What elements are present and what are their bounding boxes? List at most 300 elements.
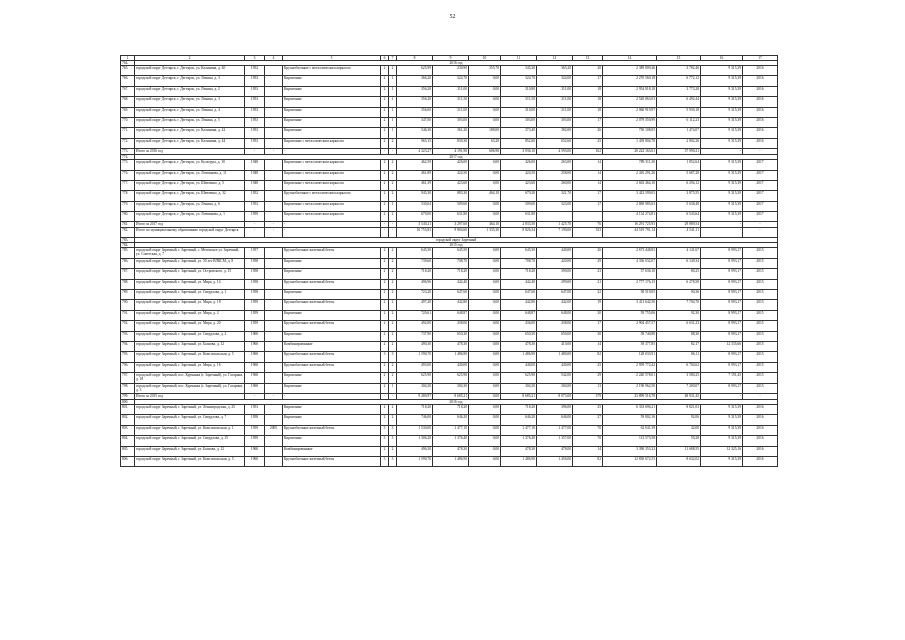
table-cell: 9 315,39	[701, 201, 743, 211]
table-cell: 9 315,39	[701, 456, 743, 466]
table-cell: 497,20	[397, 300, 433, 310]
table-cell: 2016	[743, 436, 778, 446]
table-cell: 646,20	[501, 415, 537, 425]
table-cell: 333	[573, 228, 603, 238]
table-cell: 2016	[743, 66, 778, 76]
table-cell: 1960	[245, 383, 265, 393]
table-cell: 29 889,54	[657, 222, 701, 228]
table-cell	[265, 138, 283, 148]
table-cell: 0,00	[469, 258, 501, 268]
address-cell: Итого по муниципальному образованию городской округ Дегтярск	[135, 228, 245, 238]
table-cell: 2	[381, 415, 389, 425]
table-cell: 1 439 804,78	[603, 138, 657, 148]
table-cell: Кирпичные	[283, 76, 381, 86]
column-number-cell: 11	[501, 56, 537, 61]
table-cell: 86,11	[657, 352, 701, 362]
table-cell: 799.	[121, 393, 135, 399]
table-cell: -	[381, 393, 389, 399]
table-cell: 2	[389, 138, 397, 148]
table-cell: 92,06	[657, 415, 701, 425]
address-cell: городской округ Заречный, г. Заречный, ул. Островского, д. 15	[135, 269, 245, 279]
table-cell: 0,00	[469, 393, 501, 399]
table-cell: 6 294,12	[657, 180, 701, 190]
table-cell: -	[283, 228, 381, 238]
table-cell: 25	[573, 362, 603, 372]
table-cell: 2	[389, 66, 397, 76]
table-cell: 647,60	[433, 290, 469, 300]
table-cell: 1953	[245, 107, 265, 117]
table-cell: 1 474,07	[657, 128, 701, 138]
table-cell: 2016	[743, 128, 778, 138]
table-cell: 8 073,00	[537, 393, 573, 399]
table-cell	[265, 331, 283, 341]
table-cell: 1 376,40	[501, 436, 537, 446]
table-cell: 4 141,67	[657, 248, 701, 258]
table-cell: 2	[389, 404, 397, 414]
table-cell: 9 315,39	[701, 128, 743, 138]
table-cell: 390,00	[537, 269, 573, 279]
table-cell: 2005	[265, 425, 283, 435]
table-cell: 44 519 791,14	[603, 228, 657, 238]
address-cell: Итого за 2017 год	[135, 222, 245, 228]
table-cell: 679,20	[501, 191, 537, 201]
table-cell: -	[265, 228, 283, 238]
table-cell: 6 543,64	[657, 212, 701, 222]
table-cell: 645,50	[501, 248, 537, 258]
table-cell: 18	[573, 97, 603, 107]
table-cell: 9 315,39	[701, 436, 743, 446]
address-cell: городской округ Дегтярск, г. Дегтярск, ул. Калинина, д. 42	[135, 128, 245, 138]
page-number: 52	[449, 14, 456, 20]
table-cell	[265, 310, 283, 320]
table-cell: 509,60	[501, 201, 537, 211]
row-number-cell: 783.	[121, 238, 135, 243]
address-cell: городской округ Дегтярск, г. Дегтярск, ул. Калинина, д. 44	[135, 138, 245, 148]
table-cell: 0,00	[469, 180, 501, 190]
table-cell: 2	[381, 107, 389, 117]
table-cell: 720,61	[397, 310, 433, 320]
table-cell: 2016	[743, 138, 778, 148]
table-cell: 852,60	[501, 138, 537, 148]
table-cell: 2016	[743, 76, 778, 86]
table-cell: 2 959 772,42	[603, 362, 657, 372]
table-cell: 779.	[121, 201, 135, 211]
table-cell: Кирпичные	[283, 436, 381, 446]
table-cell	[265, 248, 283, 258]
table-cell: 3 773,28	[657, 86, 701, 96]
table-cell	[265, 404, 283, 414]
address-cell: городской округ Заречный, г. Заречный, ул. Мира, д. 20	[135, 321, 245, 331]
table-cell: Крупноблочные железный бетон	[283, 456, 381, 466]
table-cell: 0,00	[469, 97, 501, 107]
table-cell: Кирпичные	[283, 107, 381, 117]
address-cell: городской округ Заречный, г. Заречный, ул. Свердлова, д. 15	[135, 436, 245, 446]
table-cell: 379	[573, 393, 603, 399]
table-row	[121, 180, 778, 190]
year-heading: 2016 год	[135, 399, 778, 404]
year-heading: 2017 год	[135, 155, 778, 160]
table-cell	[265, 269, 283, 279]
table-cell: 420,00	[537, 258, 573, 268]
table-cell	[265, 76, 283, 86]
table-cell: 310,00	[501, 107, 537, 117]
table-cell: 2015	[743, 248, 778, 258]
table-cell: 14	[573, 170, 603, 180]
table-cell: 1960	[245, 362, 265, 372]
table-cell: 461,39	[397, 180, 433, 190]
table-cell: -	[283, 222, 381, 228]
table-cell: Кирпичные	[283, 310, 381, 320]
table-cell: 2	[381, 160, 389, 170]
table-cell: 0,00	[469, 321, 501, 331]
table-cell: 805.	[121, 446, 135, 456]
table-cell: 82	[573, 456, 603, 466]
table-cell: Крупноблочные железный бетон	[283, 425, 381, 435]
table-cell: 2	[381, 86, 389, 96]
table-cell: 2 270 560,18	[603, 76, 657, 86]
table-cell: 323,00	[537, 201, 573, 211]
table-cell: 6 333 696,21	[603, 404, 657, 414]
table-cell: 2	[389, 160, 397, 170]
table-cell: 48 931,45	[657, 393, 701, 399]
table-cell: Кирпичные с металлическим каркасом	[283, 170, 381, 180]
table-cell: 769.	[121, 107, 135, 117]
table-cell: -	[389, 393, 397, 399]
table-cell: 2	[381, 269, 389, 279]
table-cell: 746,00	[397, 415, 433, 425]
table-cell: 4 191,90	[433, 149, 469, 155]
table-cell: 436,00	[501, 321, 537, 331]
table-cell: 17	[573, 321, 603, 331]
address-cell: городской округ Заречный, г. Заречный, ул. Балкова, д. 12	[135, 341, 245, 351]
table-cell: 8 993,17	[701, 362, 743, 372]
table-cell: -	[245, 228, 265, 238]
table-cell: 2	[389, 290, 397, 300]
table-cell: 2	[381, 191, 389, 201]
table-cell: Комбинированные	[283, 446, 381, 456]
table-row	[121, 86, 778, 96]
table-cell: 2	[389, 248, 397, 258]
table-cell: -	[389, 222, 397, 228]
table-cell: 311,00	[537, 86, 573, 96]
table-cell: Крупноблочные с металлическим каркасом	[283, 191, 381, 201]
table-cell: 0,00	[469, 117, 501, 127]
table-cell: 0,00	[469, 352, 501, 362]
table-cell: 8 632,02	[657, 456, 701, 466]
table-cell: 2017	[743, 180, 778, 190]
table-row	[121, 290, 778, 300]
table-cell: 8 993,17	[701, 331, 743, 341]
table-cell	[265, 300, 283, 310]
table-cell: 794.	[121, 341, 135, 351]
table-cell: 410,00	[537, 341, 573, 351]
table-cell: 2015	[743, 341, 778, 351]
table-cell: 23 899 516,78	[603, 393, 657, 399]
table-row	[121, 436, 778, 446]
table-cell: 1960	[245, 373, 265, 383]
table-cell: 304,30	[397, 383, 433, 393]
address-cell: городской округ Дегтярск, г. Дегтярск, ул. Шевченко, д. 5	[135, 180, 245, 190]
table-cell: 311,00	[433, 86, 469, 96]
table-cell: 2015	[743, 352, 778, 362]
table-cell: 7 200,07	[657, 383, 701, 393]
table-cell: 1 335,30	[469, 228, 501, 238]
table-cell: 8 685,21	[433, 393, 469, 399]
table-cell: 648,87	[501, 310, 537, 320]
address-cell: городской округ Заречный, г. Заречный, ул. Комсомольская, д. 1	[135, 425, 245, 435]
table-cell: 345,20	[501, 66, 537, 76]
table-cell: 14	[573, 341, 603, 351]
table-cell: 1 477,00	[537, 425, 573, 435]
table-cell: 324,70	[501, 76, 537, 86]
table-cell: 2	[381, 310, 389, 320]
table-cell: 16 291 725,93	[603, 222, 657, 228]
table-cell: 6 772,12	[657, 76, 701, 86]
table-cell: Кирпичные с металлическим каркасом	[283, 180, 381, 190]
table-cell	[265, 436, 283, 446]
table-cell: 2 777 176,15	[603, 279, 657, 289]
table-cell: 347,00	[397, 117, 433, 127]
table-cell: 461,89	[397, 170, 433, 180]
table-cell: 1 486,90	[433, 352, 469, 362]
table-cell: 771.	[121, 128, 135, 138]
table-cell: 1948	[245, 180, 265, 190]
table-cell: 718,20	[433, 269, 469, 279]
table-cell: -	[265, 222, 283, 228]
table-cell: Комбинированные	[283, 341, 381, 351]
table-cell: 2016	[743, 446, 778, 456]
table-cell: 2	[389, 446, 397, 456]
table-cell: 9 315,39	[701, 107, 743, 117]
table-cell	[265, 456, 283, 466]
table-cell: 440,00	[537, 248, 573, 258]
table-cell: -	[245, 393, 265, 399]
table-cell: 2015	[743, 300, 778, 310]
table-row	[121, 138, 778, 148]
table-cell: 648,00	[537, 310, 573, 320]
table-cell	[265, 117, 283, 127]
table-cell: 188,00	[469, 128, 501, 138]
table-cell: 2016	[743, 107, 778, 117]
table-cell: 2	[381, 212, 389, 222]
table-cell: 652,60	[537, 138, 573, 148]
table-cell: 1959	[245, 310, 265, 320]
table-cell: 80,25	[657, 269, 701, 279]
table-cell: 2 869 985,63	[603, 201, 657, 211]
table-cell: 1	[389, 117, 397, 127]
table-cell: 1	[389, 86, 397, 96]
table-cell: 8 993,17	[701, 310, 743, 320]
address-cell: городской округ Дегтярск, г. Дегтярск, ул. Литвинова, д. 1	[135, 212, 245, 222]
table-cell: 2015	[743, 269, 778, 279]
table-cell: 22	[573, 290, 603, 300]
table-cell: 4 134 274,81	[603, 212, 657, 222]
table-row	[121, 191, 778, 201]
table-cell: 1960	[245, 331, 265, 341]
table-cell: 789 311,30	[603, 160, 657, 170]
table-cell: 3	[381, 456, 389, 466]
table-cell	[265, 128, 283, 138]
table-row	[121, 117, 778, 127]
table-cell: 0,00	[469, 300, 501, 310]
column-number-cell: 7	[389, 56, 397, 61]
table-cell	[265, 362, 283, 372]
table-cell: 59 755,06	[603, 310, 657, 320]
column-number-cell: 5	[283, 56, 381, 61]
table-cell: 2	[389, 191, 397, 201]
table-cell: 12 335,66	[701, 341, 743, 351]
table-cell: 8 826,34	[501, 228, 537, 238]
table-cell: 2	[381, 76, 389, 86]
table-cell: 798.	[121, 383, 135, 393]
row-number-cell: 800.	[121, 399, 135, 404]
table-cell: 9 315,39	[701, 117, 743, 127]
table-cell: Крупноблочные железный бетон	[283, 300, 381, 310]
table-cell: 3 423 599,03	[603, 191, 657, 201]
table-cell: 802.	[121, 415, 135, 425]
table-cell: 3 580,25	[657, 373, 701, 383]
table-cell: 6 149,34	[657, 258, 701, 268]
row-number-cell: 774.	[121, 155, 135, 160]
table-cell: 9 315,39	[701, 212, 743, 222]
year-heading: 2015 год	[135, 243, 778, 248]
table-cell: 2	[389, 212, 397, 222]
column-number-cell: 10	[469, 56, 501, 61]
table-cell: 58 519,05	[603, 290, 657, 300]
column-number-cell: 9	[433, 56, 469, 61]
address-cell: городской округ Заречный, г. Заречный, ул. Свердлова, д. 1	[135, 290, 245, 300]
table-row	[121, 248, 778, 258]
table-cell: Кирпичные	[283, 415, 381, 425]
table-cell: 13	[573, 383, 603, 393]
table-cell: 8 821,03	[657, 404, 701, 414]
table-cell: 718,20	[433, 404, 469, 414]
table-cell	[265, 86, 283, 96]
table-cell: 1953	[245, 128, 265, 138]
table-row	[121, 456, 778, 466]
table-cell	[265, 180, 283, 190]
table-cell: 478,00	[537, 446, 573, 456]
table-cell: 2	[389, 310, 397, 320]
table-cell: 647,60	[501, 290, 537, 300]
table-cell: 2	[381, 138, 389, 148]
address-cell: городской округ Дегтярск, г. Дегтярск, ул. Шевченко, д. 32	[135, 191, 245, 201]
table-cell: 785.	[121, 248, 135, 258]
table-cell: 0,00	[469, 404, 501, 414]
table-cell: 1959	[245, 300, 265, 310]
table-cell: 20	[573, 310, 603, 320]
table-cell: 792.	[121, 321, 135, 331]
table-cell: 796.	[121, 362, 135, 372]
table-cell: 7 704,70	[657, 300, 701, 310]
table-cell: 63,20	[469, 138, 501, 148]
table-cell: 90,36	[657, 290, 701, 300]
table-cell: 9 315,39	[701, 404, 743, 414]
table-cell: 1 477,10	[433, 425, 469, 435]
table-cell: 2017	[743, 201, 778, 211]
table-cell: 365,20	[537, 66, 573, 76]
table-cell: 442,00	[537, 300, 573, 310]
table-cell: -	[265, 393, 283, 399]
table-cell: 2 079 350,99	[603, 117, 657, 127]
table-cell: 11 688,55	[657, 446, 701, 456]
table-cell: Кирпичные с металлическим каркасом	[283, 201, 381, 211]
table-cell: 2015	[743, 258, 778, 268]
column-number-cell: 16	[701, 56, 743, 61]
table-cell: 1	[389, 97, 397, 107]
table-cell: 8 993,17	[701, 248, 743, 258]
table-cell: 1959	[245, 321, 265, 331]
table-cell: 356,20	[397, 97, 433, 107]
table-row	[121, 310, 778, 320]
table-cell: 9 315,39	[701, 425, 743, 435]
table-cell: -	[743, 228, 778, 238]
table-row	[121, 258, 778, 268]
table-cell: 9 315,39	[701, 138, 743, 148]
table-cell: 25	[573, 138, 603, 148]
table-cell: 2 954 018,18	[603, 86, 657, 96]
table-row	[121, 446, 778, 456]
table-cell: 1 425,70	[537, 222, 573, 228]
table-cell: 718,20	[501, 404, 537, 414]
table-cell: 645,50	[433, 248, 469, 258]
table-cell: 462,59	[397, 160, 433, 170]
table-cell: 945,30	[397, 191, 433, 201]
table-cell: 4 541,11	[657, 228, 701, 238]
table-cell: 645,30	[397, 248, 433, 258]
table-cell	[265, 212, 283, 222]
table-cell: 2017	[743, 191, 778, 201]
table-cell: 606,90	[469, 149, 501, 155]
table-cell: 0,00	[469, 341, 501, 351]
table-cell: 2016	[743, 97, 778, 107]
table-cell: 2	[381, 290, 389, 300]
table-cell: 1 590,70	[397, 456, 433, 466]
table-cell: 1958	[245, 258, 265, 268]
table-cell: 631,80	[501, 212, 537, 222]
table-cell: 2	[381, 180, 389, 190]
table-cell: 1	[389, 107, 397, 117]
table-cell: 1 530,00	[397, 425, 433, 435]
table-cell: 258,00	[537, 170, 573, 180]
table-cell: 2	[389, 180, 397, 190]
table-cell: 1959	[245, 212, 265, 222]
table-cell: Кирпичные	[283, 117, 381, 127]
table-cell	[265, 341, 283, 351]
table-cell: 5 638,48	[657, 201, 701, 211]
table-cell: 1 357,00	[537, 436, 573, 446]
table-cell: 440,00	[537, 362, 573, 372]
address-cell: городской округ Заречный, г. Заречный, ул. Мира, д. 14	[135, 279, 245, 289]
table-cell: 18	[573, 107, 603, 117]
table-cell: 2	[389, 279, 397, 289]
table-cell: 3 297,60	[433, 222, 469, 228]
address-cell: городской округ Заречный, г. Заречный, ул. Балкова, д. 12	[135, 446, 245, 456]
table-cell: Кирпичные	[283, 331, 381, 341]
table-row	[121, 269, 778, 279]
table-cell: 438,00	[537, 321, 573, 331]
table-cell: 57 636,10	[603, 269, 657, 279]
address-cell: городской округ Дегтярск, г. Дегтярск, ул. Культуры, д. 10	[135, 160, 245, 170]
table-cell: 3	[389, 425, 397, 435]
column-number-cell: 1	[121, 56, 135, 61]
table-cell: 324,70	[433, 76, 469, 86]
table-cell: 631,80	[433, 212, 469, 222]
table-cell: 496,30	[397, 446, 433, 456]
table-cell: Крупноблочные железный бетон	[283, 352, 381, 362]
column-number-cell: 15	[657, 56, 701, 61]
table-cell: 2 520 863,03	[603, 97, 657, 107]
